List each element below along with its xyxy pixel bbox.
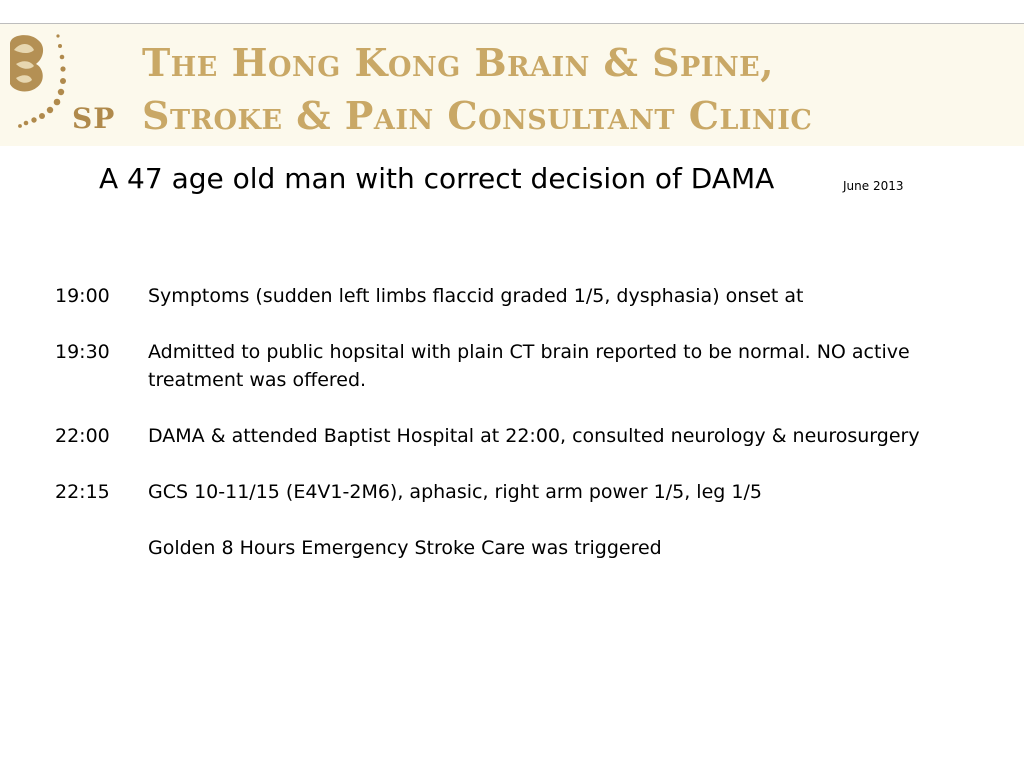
logo-letters: SP xyxy=(72,102,116,135)
clinic-name-line-1: The Hong Kong Brain & Spine, xyxy=(142,40,774,85)
entry-time: 19:30 xyxy=(55,341,110,363)
entry-text: Golden 8 Hours Emergency Stroke Care was triggered xyxy=(148,537,662,559)
entry-text: Symptoms (sudden left limbs flaccid graded 1/5, dysphasia) onset at xyxy=(148,285,804,307)
entry-time: 22:00 xyxy=(55,425,110,447)
entry-text: Admitted to public hopsital with plain CT brain reported to be normal. NO active treatment was offered. xyxy=(148,341,910,391)
entry-text: DAMA & attended Baptist Hospital at 22:00, consulted neurology & neurosurgery xyxy=(148,425,920,447)
slide-date: June 2013 xyxy=(843,179,904,193)
timeline-entry xyxy=(55,338,955,394)
entry-text: GCS 10-11/15 (E4V1-2M6), aphasic, right arm power 1/5, leg 1/5 xyxy=(148,481,762,503)
timeline-entry xyxy=(55,478,955,506)
entry-time: 19:00 xyxy=(55,285,110,307)
timeline-entry xyxy=(55,282,955,310)
entry-time: 22:15 xyxy=(55,481,110,503)
clinic-name-line-2: Stroke & Pain Consultant Clinic xyxy=(142,93,813,138)
timeline xyxy=(55,282,955,590)
clinic-logo-icon xyxy=(0,24,140,146)
slide-title: A 47 age old man with correct decision of DAMA xyxy=(99,162,775,195)
timeline-entry xyxy=(55,534,955,562)
timeline-entry xyxy=(55,422,955,450)
